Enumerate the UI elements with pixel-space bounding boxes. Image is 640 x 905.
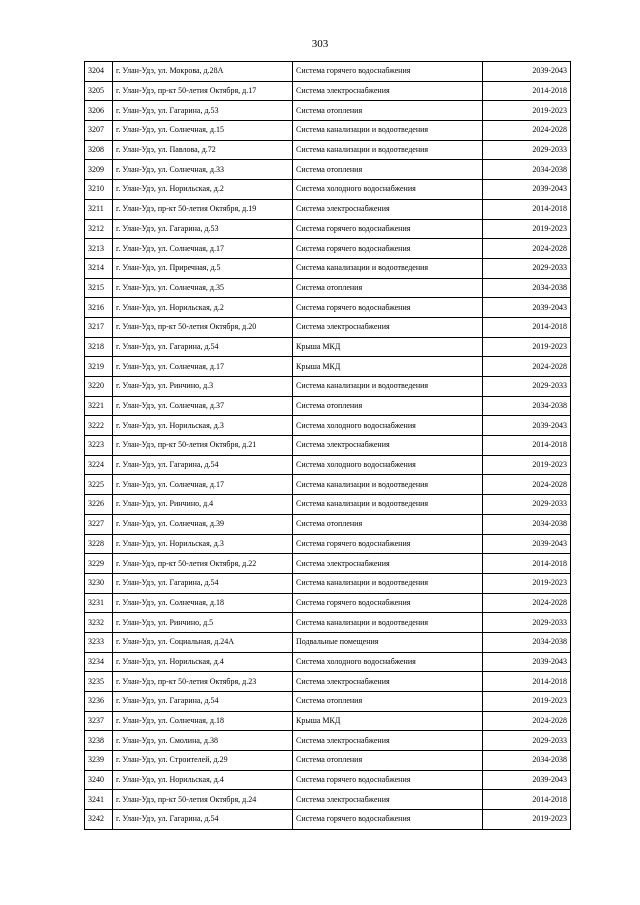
address-cell: г. Улан-Удэ, ул. Гагарина, д.54 bbox=[113, 337, 293, 357]
period-cell: 2029-2033 bbox=[483, 258, 571, 278]
address-cell: г. Улан-Удэ, ул. Мокрова, д.28А bbox=[113, 62, 293, 82]
table-row bbox=[85, 593, 571, 613]
system-cell: Система горячего водоснабжения bbox=[293, 62, 483, 82]
table-row bbox=[85, 672, 571, 692]
system-cell: Система холодного водоснабжения bbox=[293, 652, 483, 672]
period-cell: 2014-2018 bbox=[483, 436, 571, 456]
system-cell: Система канализации и водоотведения bbox=[293, 140, 483, 160]
table-row bbox=[85, 357, 571, 377]
system-cell: Система электроснабжения bbox=[293, 317, 483, 337]
table-row bbox=[85, 810, 571, 830]
address-cell: г. Улан-Удэ, ул. Солнечная, д.37 bbox=[113, 396, 293, 416]
system-cell: Система холодного водоснабжения bbox=[293, 180, 483, 200]
period-cell: 2019-2023 bbox=[483, 455, 571, 475]
system-cell: Система канализации и водоотведения bbox=[293, 377, 483, 397]
period-cell: 2019-2023 bbox=[483, 337, 571, 357]
period-cell: 2019-2023 bbox=[483, 101, 571, 121]
system-cell: Система электроснабжения bbox=[293, 672, 483, 692]
system-cell: Система электроснабжения bbox=[293, 81, 483, 101]
period-cell: 2024-2028 bbox=[483, 593, 571, 613]
system-cell: Крыша МКД bbox=[293, 711, 483, 731]
address-cell: г. Улан-Удэ, пр-кт 50-летия Октября, д.17 bbox=[113, 81, 293, 101]
table-row bbox=[85, 298, 571, 318]
table-row bbox=[85, 62, 571, 82]
row-number-cell: 3224 bbox=[85, 455, 113, 475]
period-cell: 2024-2028 bbox=[483, 357, 571, 377]
table-row bbox=[85, 199, 571, 219]
address-cell: г. Улан-Удэ, ул. Гагарина, д.53 bbox=[113, 219, 293, 239]
address-cell: г. Улан-Удэ, ул. Гагарина, д.54 bbox=[113, 573, 293, 593]
table-row bbox=[85, 219, 571, 239]
address-cell: г. Улан-Удэ, ул. Норильская, д.2 bbox=[113, 298, 293, 318]
system-cell: Система канализации и водоотведения bbox=[293, 121, 483, 141]
period-cell: 2019-2023 bbox=[483, 219, 571, 239]
address-cell: г. Улан-Удэ, ул. Норильская, д.4 bbox=[113, 652, 293, 672]
address-cell: г. Улан-Удэ, пр-кт 50-летия Октября, д.23 bbox=[113, 672, 293, 692]
address-cell: г. Улан-Удэ, ул. Ринчино, д.3 bbox=[113, 377, 293, 397]
address-cell: г. Улан-Удэ, ул. Гагарина, д.54 bbox=[113, 810, 293, 830]
row-number-cell: 3221 bbox=[85, 396, 113, 416]
period-cell: 2039-2043 bbox=[483, 180, 571, 200]
address-cell: г. Улан-Удэ, ул. Норильская, д.2 bbox=[113, 180, 293, 200]
period-cell: 2039-2043 bbox=[483, 62, 571, 82]
address-cell: г. Улан-Удэ, ул. Солнечная, д.15 bbox=[113, 121, 293, 141]
row-number-cell: 3238 bbox=[85, 731, 113, 751]
address-cell: г. Улан-Удэ, ул. Солнечная, д.39 bbox=[113, 514, 293, 534]
address-cell: г. Улан-Удэ, ул. Смолина, д.38 bbox=[113, 731, 293, 751]
table-row bbox=[85, 790, 571, 810]
table-row bbox=[85, 81, 571, 101]
system-cell: Система отопления bbox=[293, 514, 483, 534]
period-cell: 2039-2043 bbox=[483, 652, 571, 672]
table-row bbox=[85, 278, 571, 298]
address-cell: г. Улан-Удэ, пр-кт 50-летия Октября, д.22 bbox=[113, 554, 293, 574]
address-cell: г. Улан-Удэ, ул. Солнечная, д.35 bbox=[113, 278, 293, 298]
row-number-cell: 3242 bbox=[85, 810, 113, 830]
row-number-cell: 3234 bbox=[85, 652, 113, 672]
page-number: 303 bbox=[311, 38, 329, 50]
row-number-cell: 3240 bbox=[85, 770, 113, 790]
table-row bbox=[85, 101, 571, 121]
system-cell: Система канализации и водоотведения bbox=[293, 258, 483, 278]
table-row bbox=[85, 121, 571, 141]
address-cell: г. Улан-Удэ, ул. Приречная, д.5 bbox=[113, 258, 293, 278]
table-row bbox=[85, 455, 571, 475]
row-number-cell: 3212 bbox=[85, 219, 113, 239]
table-row bbox=[85, 180, 571, 200]
period-cell: 2034-2038 bbox=[483, 160, 571, 180]
period-cell: 2039-2043 bbox=[483, 534, 571, 554]
period-cell: 2019-2023 bbox=[483, 692, 571, 712]
period-cell: 2039-2043 bbox=[483, 298, 571, 318]
table-row bbox=[85, 770, 571, 790]
address-cell: г. Улан-Удэ, ул. Солнечная, д.18 bbox=[113, 711, 293, 731]
system-cell: Система горячего водоснабжения bbox=[293, 298, 483, 318]
system-cell: Система канализации и водоотведения bbox=[293, 495, 483, 515]
period-cell: 2014-2018 bbox=[483, 317, 571, 337]
row-number-cell: 3216 bbox=[85, 298, 113, 318]
period-cell: 2024-2028 bbox=[483, 711, 571, 731]
system-cell: Система канализации и водоотведения bbox=[293, 613, 483, 633]
system-cell: Система горячего водоснабжения bbox=[293, 810, 483, 830]
table-row bbox=[85, 613, 571, 633]
period-cell: 2029-2033 bbox=[483, 731, 571, 751]
table-row bbox=[85, 573, 571, 593]
system-cell: Система отопления bbox=[293, 160, 483, 180]
row-number-cell: 3210 bbox=[85, 180, 113, 200]
table-row bbox=[85, 337, 571, 357]
row-number-cell: 3232 bbox=[85, 613, 113, 633]
address-cell: г. Улан-Удэ, ул. Социальная, д.24А bbox=[113, 632, 293, 652]
system-cell: Система канализации и водоотведения bbox=[293, 475, 483, 495]
period-cell: 2039-2043 bbox=[483, 416, 571, 436]
row-number-cell: 3205 bbox=[85, 81, 113, 101]
period-cell: 2024-2028 bbox=[483, 239, 571, 259]
system-cell: Система горячего водоснабжения bbox=[293, 770, 483, 790]
register-table bbox=[84, 61, 571, 830]
row-number-cell: 3236 bbox=[85, 692, 113, 712]
system-cell: Система электроснабжения bbox=[293, 790, 483, 810]
row-number-cell: 3206 bbox=[85, 101, 113, 121]
row-number-cell: 3223 bbox=[85, 436, 113, 456]
system-cell: Система отопления bbox=[293, 101, 483, 121]
address-cell: г. Улан-Удэ, ул. Норильская, д.3 bbox=[113, 416, 293, 436]
address-cell: г. Улан-Удэ, ул. Гагарина, д.53 bbox=[113, 101, 293, 121]
system-cell: Система горячего водоснабжения bbox=[293, 219, 483, 239]
row-number-cell: 3235 bbox=[85, 672, 113, 692]
system-cell: Система электроснабжения bbox=[293, 436, 483, 456]
period-cell: 2029-2033 bbox=[483, 495, 571, 515]
table-row bbox=[85, 751, 571, 771]
period-cell: 2014-2018 bbox=[483, 790, 571, 810]
system-cell: Система отопления bbox=[293, 396, 483, 416]
address-cell: г. Улан-Удэ, ул. Солнечная, д.33 bbox=[113, 160, 293, 180]
period-cell: 2034-2038 bbox=[483, 632, 571, 652]
table-row bbox=[85, 632, 571, 652]
table-row bbox=[85, 514, 571, 534]
address-cell: г. Улан-Удэ, ул. Гагарина, д.54 bbox=[113, 455, 293, 475]
system-cell: Система отопления bbox=[293, 692, 483, 712]
address-cell: г. Улан-Удэ, ул. Норильская, д.4 bbox=[113, 770, 293, 790]
system-cell: Система канализации и водоотведения bbox=[293, 573, 483, 593]
row-number-cell: 3231 bbox=[85, 593, 113, 613]
system-cell: Система отопления bbox=[293, 278, 483, 298]
system-cell: Система холодного водоснабжения bbox=[293, 455, 483, 475]
row-number-cell: 3229 bbox=[85, 554, 113, 574]
address-cell: г. Улан-Удэ, ул. Гагарина, д.54 bbox=[113, 692, 293, 712]
address-cell: г. Улан-Удэ, ул. Солнечная, д.17 bbox=[113, 239, 293, 259]
table-row bbox=[85, 534, 571, 554]
table-row bbox=[85, 711, 571, 731]
table-row bbox=[85, 652, 571, 672]
row-number-cell: 3217 bbox=[85, 317, 113, 337]
period-cell: 2024-2028 bbox=[483, 121, 571, 141]
row-number-cell: 3225 bbox=[85, 475, 113, 495]
address-cell: г. Улан-Удэ, пр-кт 50-летия Октября, д.21 bbox=[113, 436, 293, 456]
address-cell: г. Улан-Удэ, ул. Ринчино, д.4 bbox=[113, 495, 293, 515]
period-cell: 2029-2033 bbox=[483, 140, 571, 160]
row-number-cell: 3207 bbox=[85, 121, 113, 141]
row-number-cell: 3220 bbox=[85, 377, 113, 397]
period-cell: 2034-2038 bbox=[483, 278, 571, 298]
address-cell: г. Улан-Удэ, ул. Норильская, д.3 bbox=[113, 534, 293, 554]
row-number-cell: 3227 bbox=[85, 514, 113, 534]
system-cell: Система электроснабжения bbox=[293, 554, 483, 574]
row-number-cell: 3233 bbox=[85, 632, 113, 652]
table-row bbox=[85, 377, 571, 397]
row-number-cell: 3226 bbox=[85, 495, 113, 515]
address-cell: г. Улан-Удэ, ул. Солнечная, д.17 bbox=[113, 475, 293, 495]
row-number-cell: 3208 bbox=[85, 140, 113, 160]
system-cell: Система отопления bbox=[293, 751, 483, 771]
address-cell: г. Улан-Удэ, ул. Павлова, д.72 bbox=[113, 140, 293, 160]
row-number-cell: 3218 bbox=[85, 337, 113, 357]
row-number-cell: 3213 bbox=[85, 239, 113, 259]
table-row bbox=[85, 239, 571, 259]
row-number-cell: 3222 bbox=[85, 416, 113, 436]
system-cell: Система горячего водоснабжения bbox=[293, 593, 483, 613]
row-number-cell: 3230 bbox=[85, 573, 113, 593]
system-cell: Система горячего водоснабжения bbox=[293, 534, 483, 554]
address-cell: г. Улан-Удэ, ул. Солнечная, д.18 bbox=[113, 593, 293, 613]
period-cell: 2014-2018 bbox=[483, 81, 571, 101]
system-cell: Система электроснабжения bbox=[293, 199, 483, 219]
period-cell: 2019-2023 bbox=[483, 810, 571, 830]
row-number-cell: 3241 bbox=[85, 790, 113, 810]
row-number-cell: 3219 bbox=[85, 357, 113, 377]
table-row bbox=[85, 692, 571, 712]
address-cell: г. Улан-Удэ, пр-кт 50-летия Октября, д.24 bbox=[113, 790, 293, 810]
system-cell: Подвальные помещения bbox=[293, 632, 483, 652]
table-row bbox=[85, 436, 571, 456]
row-number-cell: 3239 bbox=[85, 751, 113, 771]
row-number-cell: 3228 bbox=[85, 534, 113, 554]
period-cell: 2039-2043 bbox=[483, 770, 571, 790]
table-row bbox=[85, 475, 571, 495]
table-row bbox=[85, 317, 571, 337]
row-number-cell: 3211 bbox=[85, 199, 113, 219]
system-cell: Система электроснабжения bbox=[293, 731, 483, 751]
system-cell: Система горячего водоснабжения bbox=[293, 239, 483, 259]
address-cell: г. Улан-Удэ, ул. Ринчино, д.5 bbox=[113, 613, 293, 633]
address-cell: г. Улан-Удэ, ул. Строителей, д.29 bbox=[113, 751, 293, 771]
table-row bbox=[85, 495, 571, 515]
row-number-cell: 3214 bbox=[85, 258, 113, 278]
period-cell: 2014-2018 bbox=[483, 554, 571, 574]
row-number-cell: 3215 bbox=[85, 278, 113, 298]
address-cell: г. Улан-Удэ, ул. Солнечная, д.17 bbox=[113, 357, 293, 377]
table-row bbox=[85, 416, 571, 436]
table-row bbox=[85, 554, 571, 574]
period-cell: 2014-2018 bbox=[483, 672, 571, 692]
row-number-cell: 3209 bbox=[85, 160, 113, 180]
row-number-cell: 3237 bbox=[85, 711, 113, 731]
table-row bbox=[85, 731, 571, 751]
address-cell: г. Улан-Удэ, пр-кт 50-летия Октября, д.19 bbox=[113, 199, 293, 219]
table-row bbox=[85, 140, 571, 160]
period-cell: 2034-2038 bbox=[483, 514, 571, 534]
row-number-cell: 3204 bbox=[85, 62, 113, 82]
table-row bbox=[85, 258, 571, 278]
system-cell: Крыша МКД bbox=[293, 337, 483, 357]
period-cell: 2014-2018 bbox=[483, 199, 571, 219]
period-cell: 2019-2023 bbox=[483, 573, 571, 593]
system-cell: Система холодного водоснабжения bbox=[293, 416, 483, 436]
address-cell: г. Улан-Удэ, пр-кт 50-летия Октября, д.20 bbox=[113, 317, 293, 337]
system-cell: Крыша МКД bbox=[293, 357, 483, 377]
table-row bbox=[85, 396, 571, 416]
period-cell: 2029-2033 bbox=[483, 613, 571, 633]
period-cell: 2029-2033 bbox=[483, 377, 571, 397]
period-cell: 2034-2038 bbox=[483, 396, 571, 416]
table-row bbox=[85, 160, 571, 180]
period-cell: 2034-2038 bbox=[483, 751, 571, 771]
period-cell: 2024-2028 bbox=[483, 475, 571, 495]
register-table-body bbox=[85, 62, 571, 830]
